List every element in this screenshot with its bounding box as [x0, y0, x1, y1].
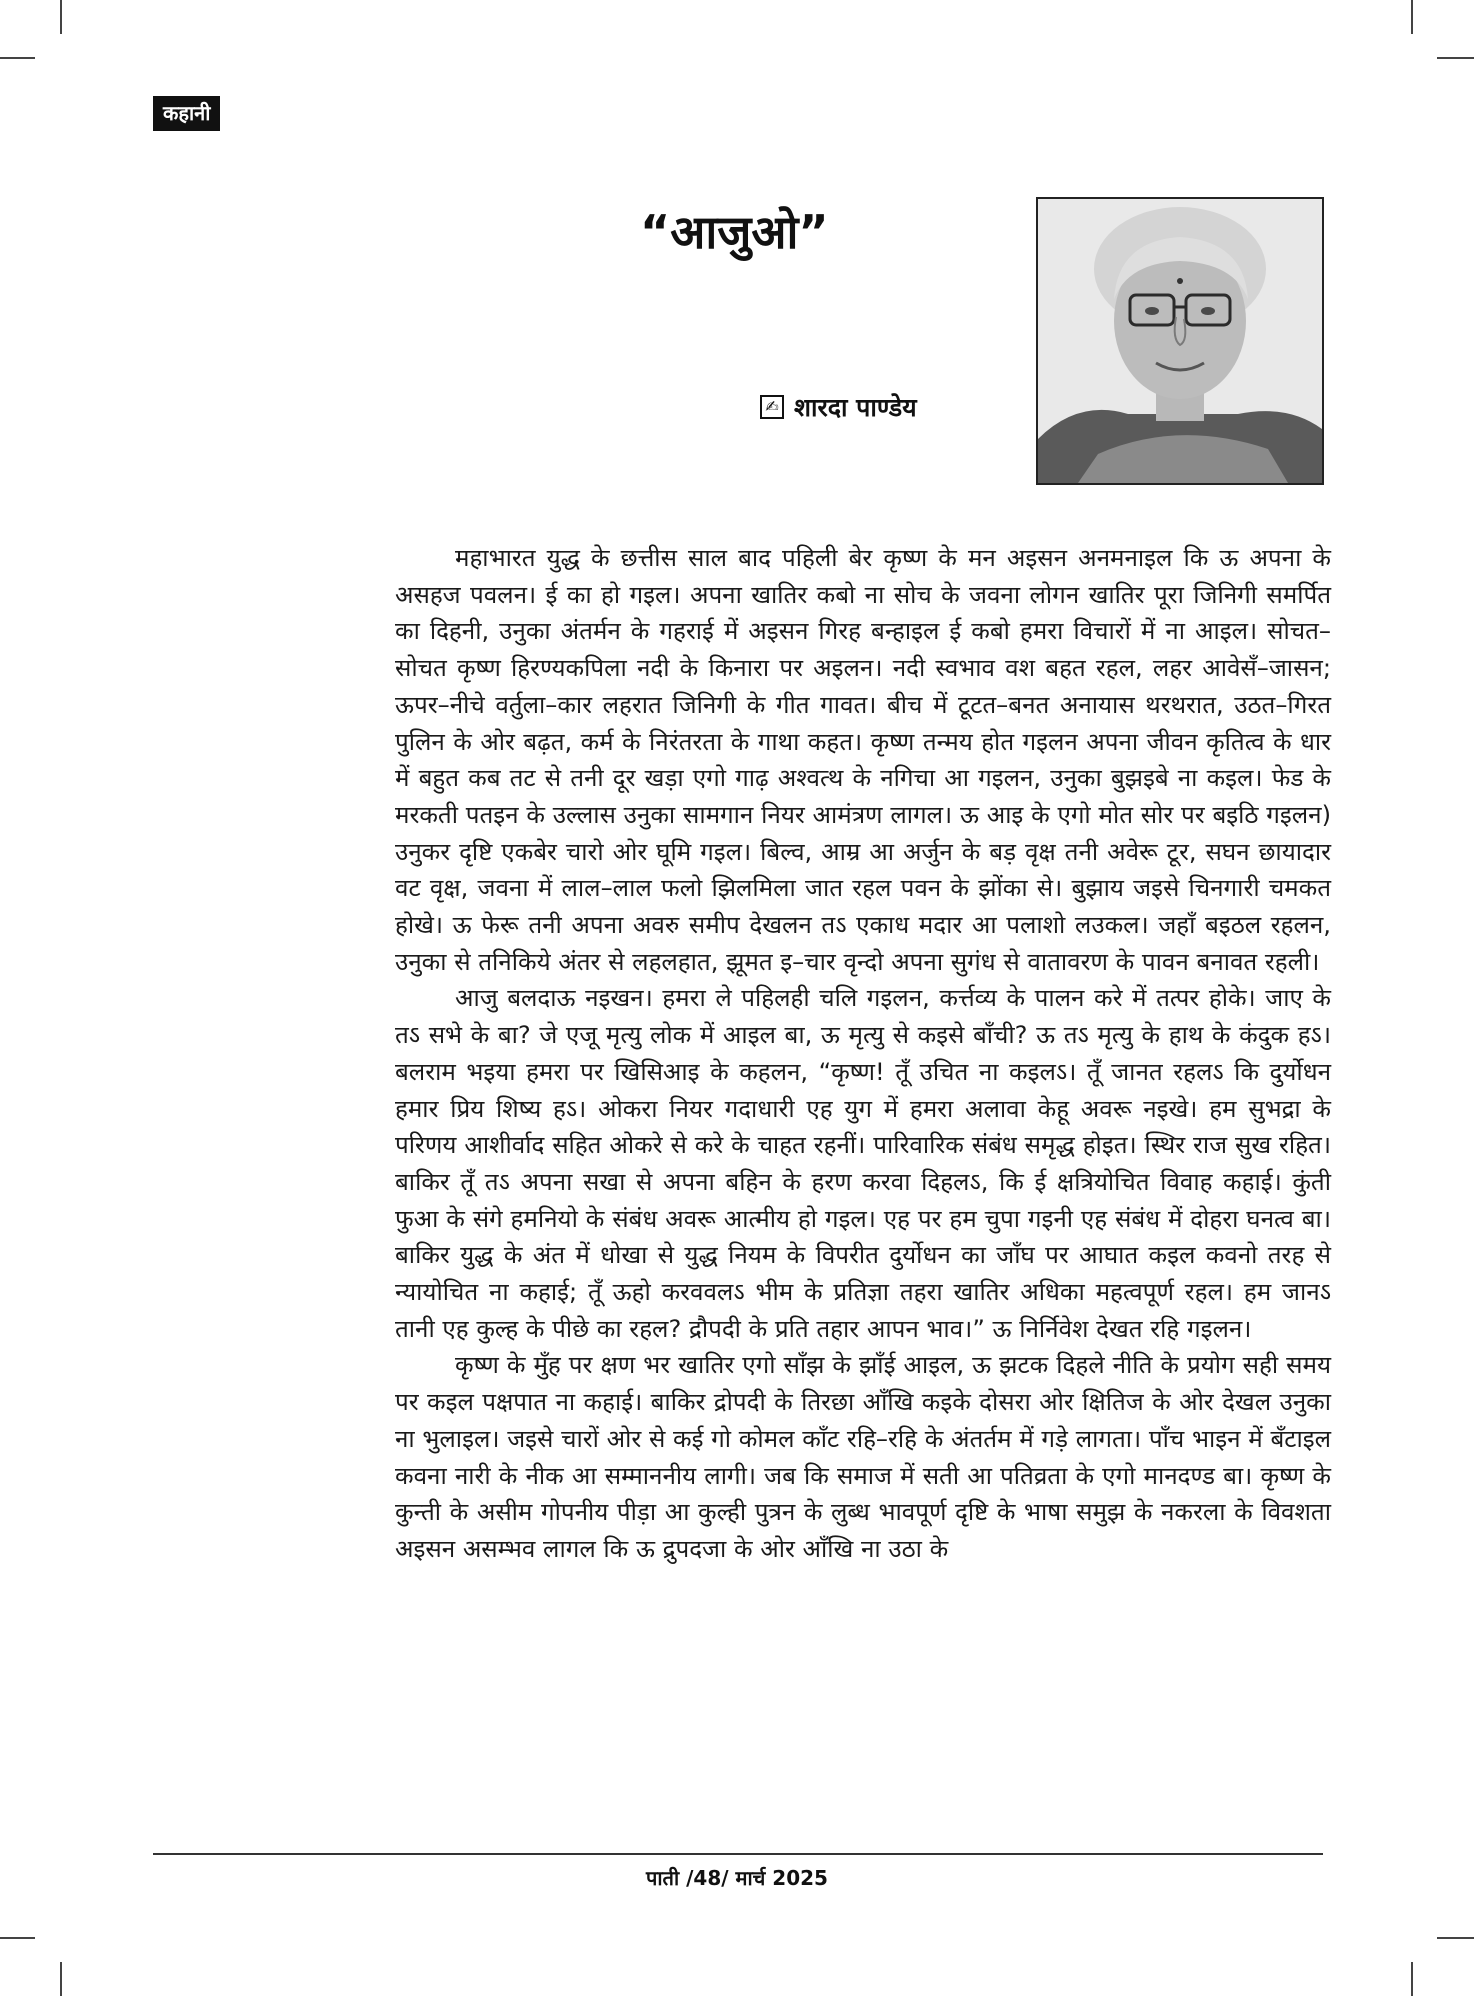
body-paragraph: महाभारत युद्ध के छत्तीस साल बाद पहिली बेर कृष्ण के मन अइसन अनमनाइल कि ऊ अपना के असहज पवलन। ई का हो गइल। अपना खातिर कबो ना सोच के जवना लोगन खातिर पूरा जिनिगी समर्पित का दिहनी, उनुका अंतर्मन के गहराई में अइसन गिरह बन्हाइल ई कबो हमरा विचारों में ना आइल। सोचत–सोचत कृष्ण हिरण्यकपिला नदी के किनारा पर अइलन। नदी स्वभाव वश बहत रहल, लहर आवेसँ–जासन; ऊपर–नीचे वर्तुला–कार लहरात जिनिगी के गीत गावत। बीच में टूटत–बनत अनायास थरथरात, उठत–गिरत पुलिन के ओर बढ़त, कर्म के निरंतरता के गाथा कहत। कृष्ण तन्मय होत गइलन अपना जीवन कृतित्व के धार में बहुत कब तट से तनी दूर खड़ा एगो गाढ़ अश्वत्थ के नगिचा आ गइलन, उनुका बुझइबे ना कइल। फेड के मरकती पतइन के उल्लास उनुका सामगान नियर आमंत्रण लागल। ऊ आइ के एगो मोत सोर पर बइठि गइलन) उनुकर दृष्टि एकबेर चारो ओर घूमि गइल। बिल्व, आम्र आ अर्जुन के बड़ वृक्ष तनी अवेरू टूर, सघन छायादार वट वृक्ष, जवना में लाल–लाल फलो झिलमिला जात रहल पवन के झोंका से। बुझाय जइसे चिनगारी चमकत होखे। ऊ फेरू तनी अपना अवरु समीप देखलन तऽ एकाध मदार आ पलाशो लउकल। जहाँ बइठल रहलन, उनुका से तनिकिये अंतर से लहलहात, झूमत इ–चार वृन्दो अपना सुगंध से वातावरण के पावन बनावत रहली। [395, 544, 1331, 976]
pen-on-paper-icon: ✍ [760, 395, 784, 419]
crop-mark [60, 1962, 62, 1996]
portrait-illustration [1038, 199, 1322, 483]
body-paragraph: आजु बलदाऊ नइखन। हमरा ले पहिलही चलि गइलन, कर्त्तव्य के पालन करे में तत्पर होके। जाए के तऽ सभे के बा? जे एजू मृत्यु लोक में आइल बा, ऊ मृत्यु से कइसे बाँची? ऊ तऽ मृत्यु के हाथ के कंदुक हऽ। बलराम भइया हमरा पर खिसिआइ के कहलन, “कृष्ण! तूँ उचित ना कइलऽ। तूँ जानत रहलऽ कि दुर्योधन हमार प्रिय शिष्य हऽ। ओकरा नियर गदाधारी एह युग में हमरा अलावा केहू अवरू नइखे। हम सुभद्रा के परिणय आशीर्वाद सहित ओकरे से करे के चाहत रहनीं। पारिवारिक संबंध समृद्ध होइत। स्थिर राज सुख रहित। बाकिर तूँ तऽ अपना सखा से अपना बहिन के हरण करवा दिहलऽ, कि ई क्षत्रियोचित विवाह कहाई। कुंती फुआ के संगे हमनियो के संबंध अवरू आत्मीय हो गइल। एह पर हम चुपा गइनी एह संबंध में दोहरा घनत्व बा। बाकिर युद्ध के अंत में धोखा से युद्ध नियम के विपरीत दुर्योधन का जाँघ पर आघात कइल कवनो तरह से न्यायोचित ना कहाई; तूँ ऊहो करववलऽ भीम के प्रतिज्ञा तहरा खातिर अधिका महत्वपूर्ण रहल। हम जानऽ तानी एह कुल्ह के पीछे का रहल? द्रौपदी के प्रति तहार आपन भाव।” ऊ निर्निवेश देखत रहि गइलन। [395, 984, 1332, 1343]
page-footer: पाती /48/ मार्च 2025 [646, 1866, 828, 1890]
story-body [395, 540, 1331, 1568]
section-label: कहानी [153, 96, 220, 131]
crop-mark [1411, 0, 1413, 34]
crop-mark [1437, 57, 1474, 59]
author-portrait [1036, 197, 1324, 485]
crop-mark [60, 0, 62, 34]
author-name: शारदा पाण्डेय [794, 393, 917, 422]
crop-mark [0, 57, 35, 59]
crop-mark [1411, 1962, 1413, 1996]
crop-mark [1437, 1937, 1474, 1939]
footer-divider [153, 1853, 1323, 1855]
story-title: “आजुओ” [640, 205, 829, 259]
body-paragraph: कृष्ण के मुँह पर क्षण भर खातिर एगो साँझ के झाँई आइल, ऊ झटक दिहले नीति के प्रयोग सही समय पर कइल पक्षपात ना कहाई। बाकिर द्रोपदी के तिरछा आँखि कइके दोसरा ओर क्षितिज के ओर देखल उनुका ना भुलाइल। जइसे चारों ओर से कई गो कोमल काँट रहि–रहि के अंतर्तम में गड़े लागता। पाँच भाइन में बँटाइल कवना नारी के नीक आ सम्माननीय लागी। जब कि समाज में सती आ पतिव्रता के एगो मानदण्ड बा। कृष्ण के कुन्ती के असीम गोपनीय पीड़ा आ कुल्ही पुत्रन के लुब्ध भावपूर्ण दृष्टि के भाषा समुझ के नकरला के विवशता अइसन असम्भव लागल कि ऊ द्रुपदजा के ओर आँखि ना उठा के [395, 1351, 1331, 1563]
author-byline [760, 390, 917, 424]
crop-mark [0, 1937, 35, 1939]
